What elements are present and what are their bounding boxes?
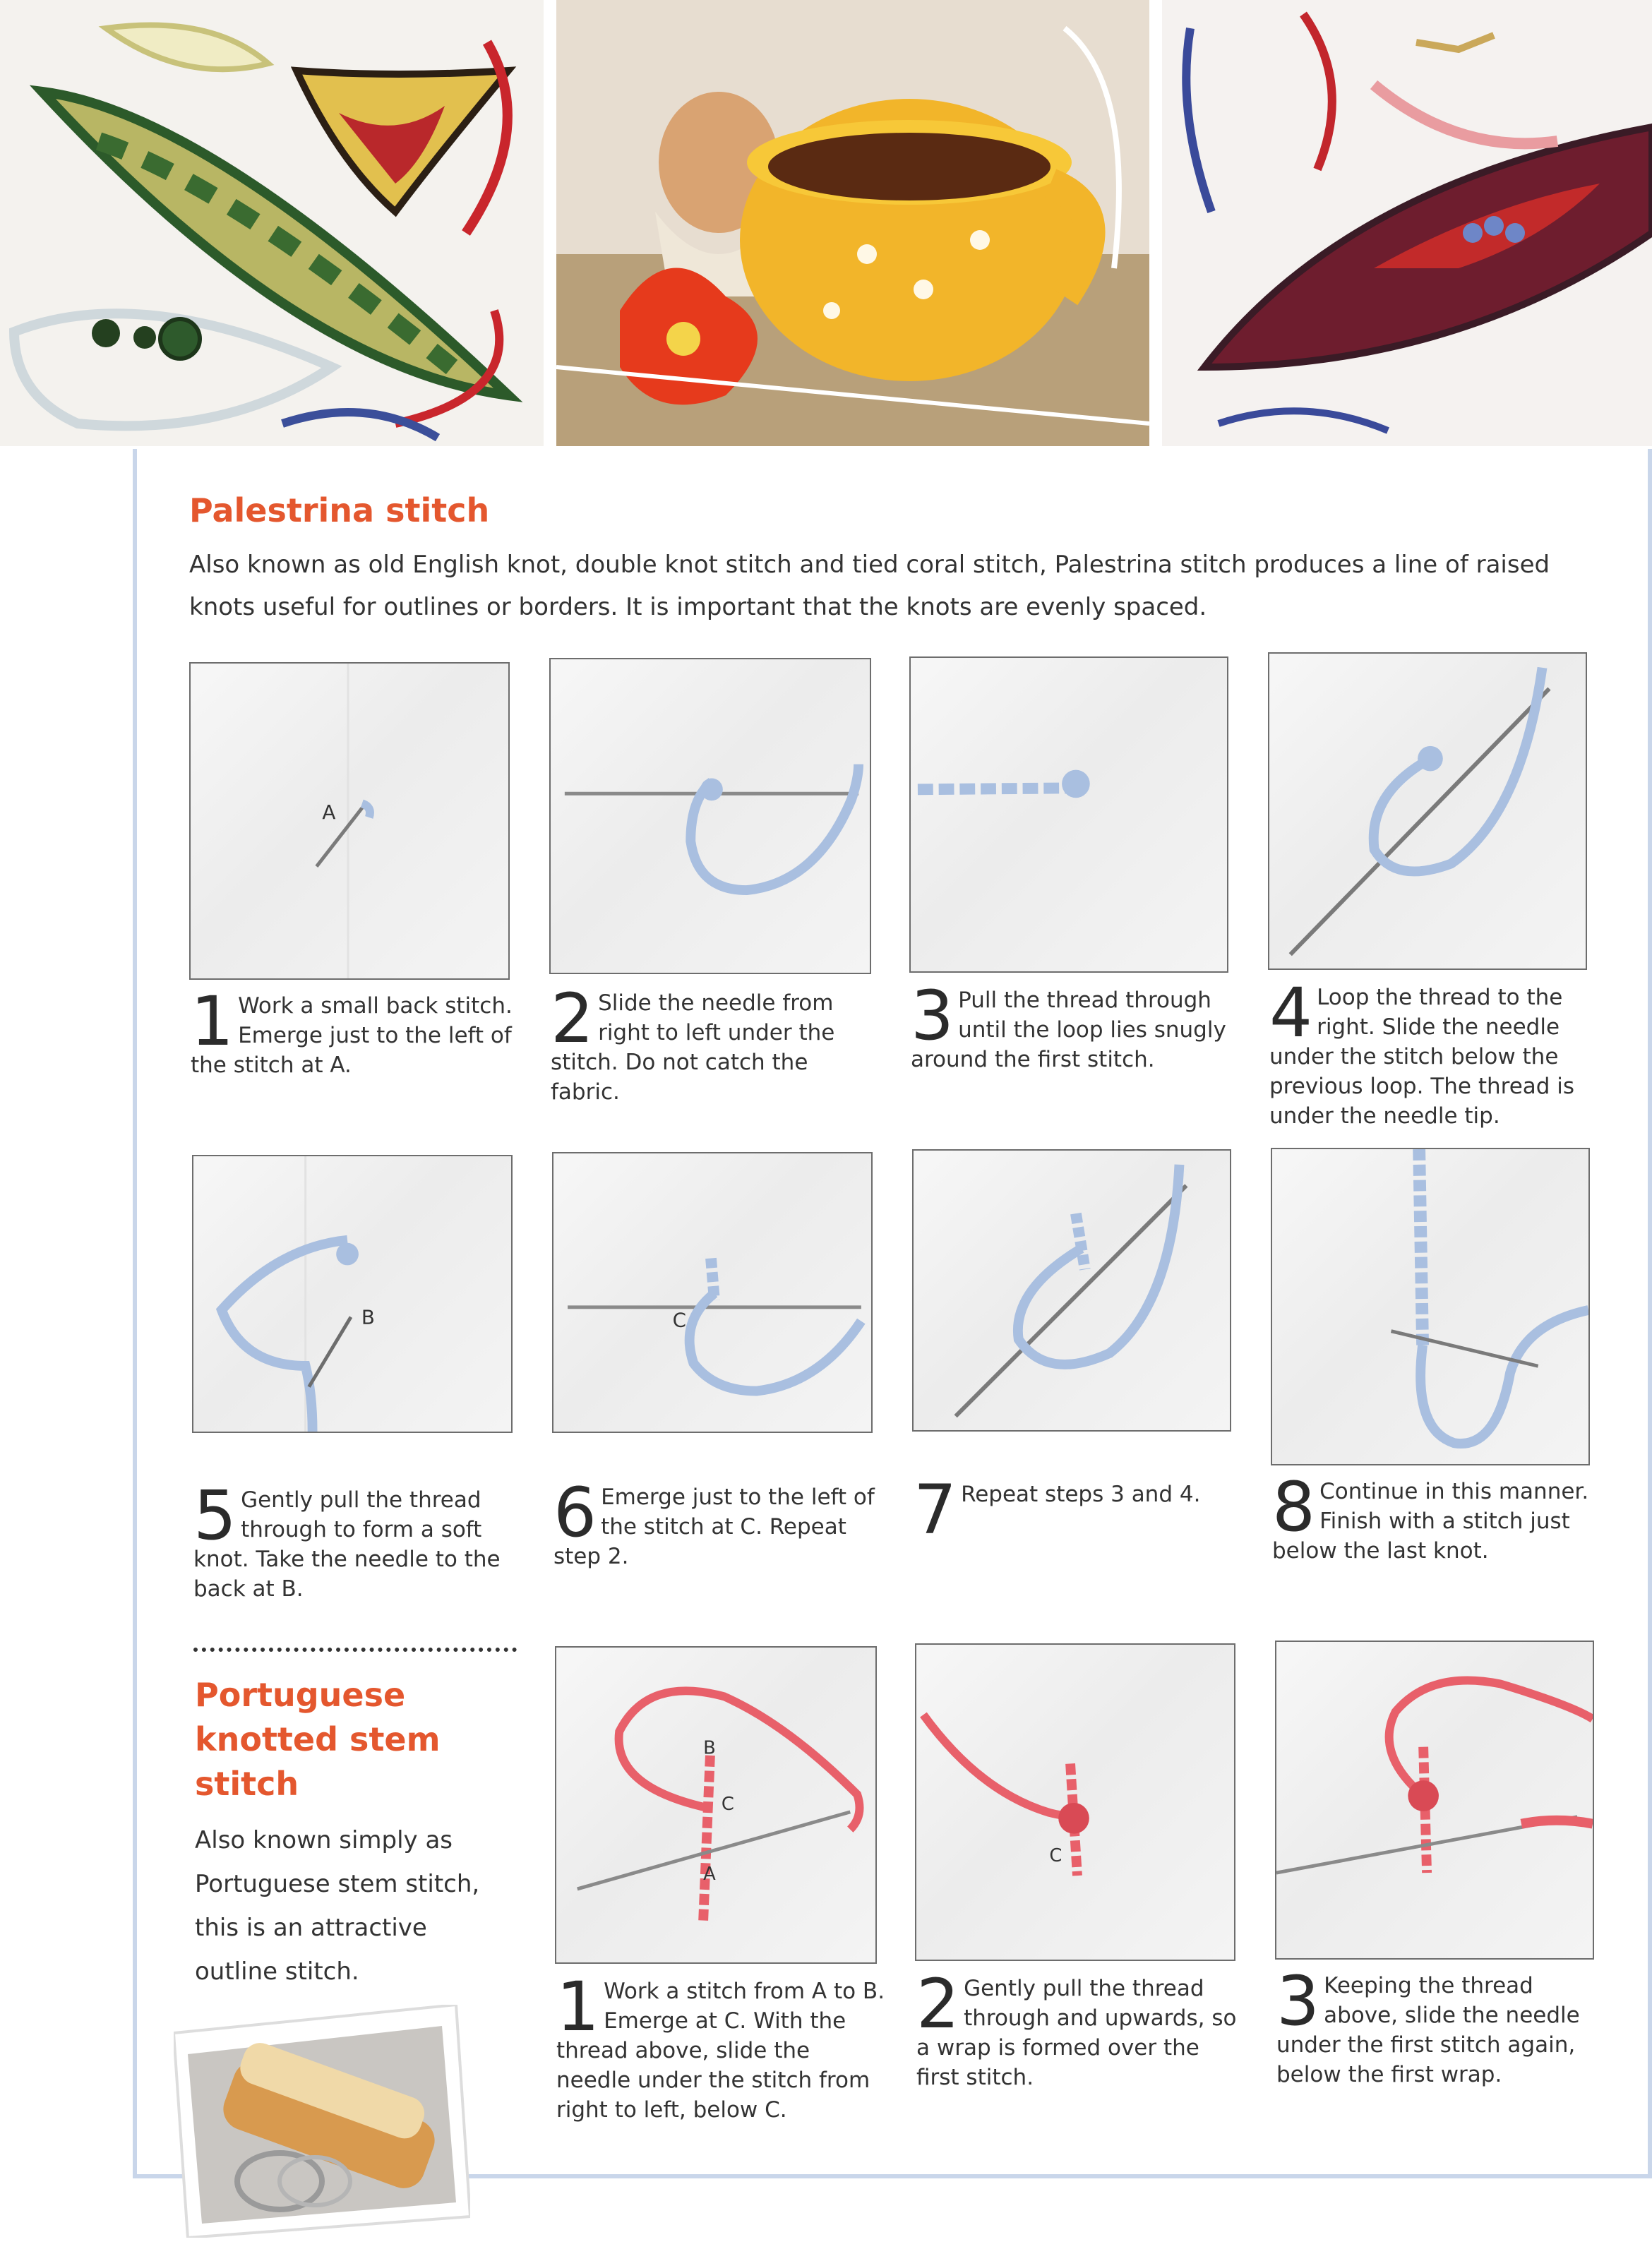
step-8-photo	[1271, 1148, 1590, 1465]
step-5-photo	[192, 1155, 513, 1433]
step-4-number: 4	[1269, 973, 1313, 1052]
step-8-number: 8	[1272, 1468, 1316, 1547]
step-7-photo	[912, 1149, 1231, 1432]
teacup-egg-flower-photo	[556, 0, 1149, 446]
portuguese-step-1-number: 1	[556, 1967, 600, 2046]
portuguese-step-2-caption	[916, 1965, 1248, 2092]
step-5-number: 5	[193, 1476, 237, 1555]
step-6-photo	[552, 1152, 873, 1433]
step-4-text: Loop the thread to the right. Slide the needle under the stitch below the previous loop. The thread is under the needle tip.	[1269, 985, 1575, 1129]
step-2-text: Slide the needle from right to left under the stitch. Do not catch the fabric.	[551, 990, 835, 1105]
step-5-text: Gently pull the thread through to form a soft knot. Take the needle to the back at B.	[193, 1487, 501, 1602]
step-1-caption	[191, 982, 522, 1080]
section-divider	[193, 1648, 517, 1652]
step-2-caption	[551, 979, 882, 1107]
step-1-number: 1	[191, 982, 234, 1061]
section2-title: Portuguese knotted stem stitch	[195, 1676, 441, 1803]
step-3-number: 3	[911, 976, 954, 1055]
point-label-c: C	[1049, 1845, 1063, 1867]
step-2-photo	[549, 658, 871, 974]
toast-rack-photo	[174, 2005, 470, 2238]
step-3-caption	[911, 976, 1243, 1074]
portuguese-step-1-photo	[555, 1646, 877, 1964]
step-8-caption	[1272, 1468, 1604, 1566]
section-title: Palestrina stitch	[189, 491, 490, 529]
portuguese-step-2-text: Gently pull the thread through and upwards, so a wrap is formed over the first stitch.	[916, 1976, 1237, 2090]
portuguese-step-3-photo	[1275, 1641, 1594, 1960]
portuguese-step-2-photo	[915, 1643, 1235, 1961]
point-label-b: B	[703, 1737, 716, 1759]
step-1-text: Work a small back stitch. Emerge just to the left of the stitch at A.	[191, 993, 513, 1078]
point-label-a: A	[703, 1864, 716, 1885]
embroidered-leaves-photo	[0, 0, 544, 446]
section-intro: Also known as old English knot, double knot stitch and tied coral stitch, Palestrina stitch produces a line of raised knots useful for outlines or borders. It is important that the knots are evenly spaced.	[189, 551, 1550, 621]
point-label-b: B	[361, 1305, 375, 1329]
step-6-caption	[553, 1473, 885, 1571]
embroidered-leaf-photo	[1162, 0, 1652, 446]
step-5-caption	[193, 1476, 525, 1604]
portuguese-step-2-number: 2	[916, 1965, 960, 2044]
step-1-photo	[189, 662, 510, 980]
portuguese-step-3-number: 3	[1276, 1962, 1320, 2041]
portuguese-step-1-caption	[556, 1967, 888, 2125]
step-8-text: Continue in this manner. Finish with a stitch just below the last knot.	[1272, 1479, 1589, 1564]
step-3-photo	[909, 656, 1228, 973]
step-6-text: Emerge just to the left of the stitch at C. Repeat step 2.	[553, 1485, 875, 1569]
step-6-number: 6	[553, 1473, 597, 1552]
step-3-text: Pull the thread through until the loop lies snugly around the first stitch.	[911, 988, 1226, 1072]
step-7-text: Repeat steps 3 and 4.	[961, 1482, 1201, 1507]
step-4-caption	[1269, 973, 1601, 1131]
step-4-photo	[1268, 652, 1587, 970]
portuguese-step-3-caption	[1276, 1962, 1608, 2089]
point-label-a: A	[322, 800, 336, 824]
portuguese-step-1-text: Work a stitch from A to B. Emerge at C. With the thread above, slide the needle under the stitch from right to left, below C.	[556, 1979, 885, 2123]
step-7-number: 7	[914, 1470, 957, 1549]
section2-intro: Also known simply as Portuguese stem stitch, this is an attractive outline stitch.	[195, 1826, 480, 1986]
step-2-number: 2	[551, 979, 594, 1058]
point-label-c: C	[721, 1793, 734, 1815]
portuguese-step-3-text: Keeping the thread above, slide the needle under the first stitch again, below the first wrap.	[1276, 1973, 1580, 2087]
step-7-caption	[914, 1470, 1245, 1549]
point-label-c: C	[672, 1308, 686, 1332]
